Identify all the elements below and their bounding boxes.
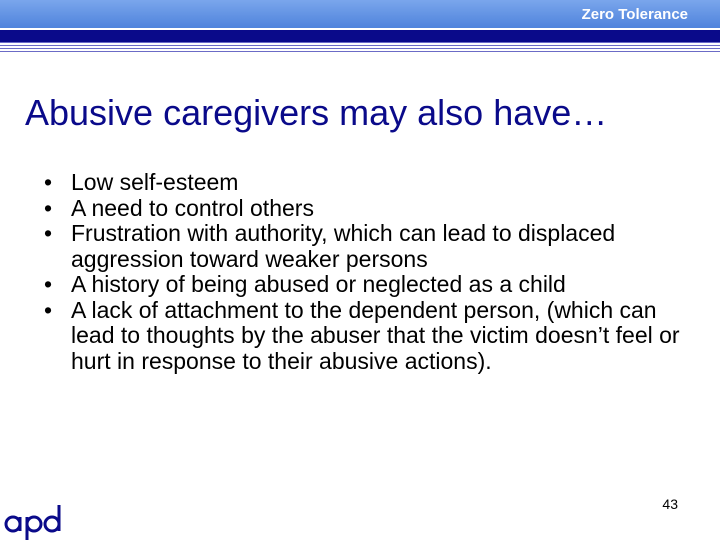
bullet-text: A history of being abused or neglected as a child [71,271,566,297]
bullet-dot-icon: • [44,220,53,246]
bullet-item [44,298,694,375]
bullet-dot-icon: • [44,296,53,323]
bullet-item [44,272,694,298]
bullet-dot-icon: • [44,194,53,221]
bullet-dot-icon: • [44,271,53,297]
bullet-text: A lack of attachment to the dependent person, (which can lead to thoughts by the abuser that the victim doesn’t feel or hurt in response to their abusive actions). [71,296,680,374]
header-band [0,0,720,28]
header-title: Zero Tolerance [581,6,688,23]
bullet-item [44,221,694,272]
apd-logo [2,500,72,540]
bullet-item [44,196,694,222]
bullet-text: Frustration with authority, which can lead to displaced aggression toward weaker persons [71,220,616,272]
bullet-item [44,170,694,196]
header-navy-stripe [0,30,720,42]
header-line-pattern [0,42,720,54]
bullet-list [44,170,694,374]
slide-title: Abusive caregivers may also have… [25,92,608,133]
page-number: 43 [662,496,678,512]
bullet-text: A need to control others [71,194,314,221]
bullet-dot-icon: • [44,169,53,195]
bullet-text: Low self-esteem [71,169,239,195]
